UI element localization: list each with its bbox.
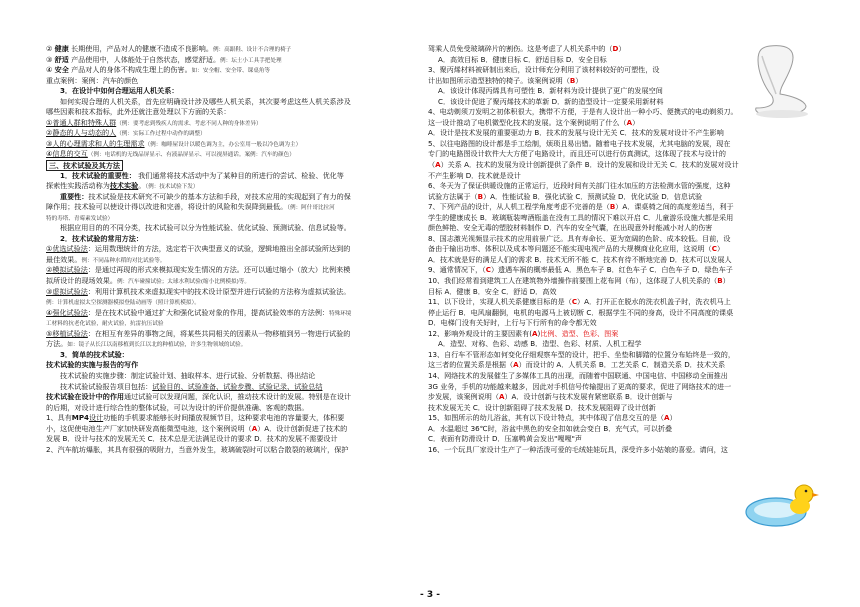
left-text-line (46, 350, 420, 361)
text-run: 停止运行 B．电风扇翻倒，电机的电源马上被切断 C．根据学生不同的身高，设计不同高度的课桌 (428, 307, 734, 317)
answer-letter: C (571, 297, 578, 307)
text-run: 拟所设计的现场效果。 (46, 276, 117, 286)
example-note: （例：技术试验下发） (145, 184, 199, 191)
underlined-term: ③人的心理需求和人的生理需求 (46, 138, 145, 148)
underlined-term: 设计 (89, 413, 104, 423)
text-run: 障作用；技术验可以使设计得以改进和完善，将设计的风险和失误降到最低。 (46, 202, 288, 212)
left-text-line (46, 107, 420, 118)
text-run: 15、如图所示的幼儿浴盆，其有以下设计特点，其中体现了信息交互的是（ (428, 413, 665, 423)
text-run: 5、以往电路图的设计都是手工绘制，烦琐且易出错。随着电子技术发展，尤其电脑的发展，现在 (428, 138, 731, 148)
bold-term: 安全 (54, 65, 69, 75)
text-run: 我们通常将技术活动中为了某种目的所进行的尝试、检验、优化等 (135, 170, 344, 180)
text-run: 11、以下设计，实现人机关系健康目标的是（ (428, 297, 572, 307)
text-run: 小，这促使电池生产厂家加快研发高能微型电池，这个案例说明（ (46, 423, 252, 433)
right-text-line (428, 223, 820, 234)
left-text-line (46, 413, 420, 424)
example-note: 特殊环境 (329, 310, 352, 317)
bold-term: 2．技术试验的常用方法： (60, 233, 143, 243)
left-text-line (46, 287, 420, 298)
answer-letter: A (626, 117, 633, 127)
right-text-line (428, 149, 820, 160)
item-number: ③ (46, 54, 55, 64)
left-text-line (46, 76, 420, 87)
item-number: ② (46, 44, 55, 53)
bold-term: 1．技术试验的重要性： (60, 170, 136, 180)
answer-letter: A (532, 328, 538, 338)
right-text-line (428, 445, 820, 456)
answer-letter: B (569, 75, 576, 85)
left-text-line (46, 382, 420, 393)
left-text-line (46, 160, 420, 171)
left-text-line (46, 265, 420, 276)
text-run: 驾乘人员免受玻璃碎片的割伤。这是考虑了人机关系中的（ (428, 44, 613, 53)
right-text-line (428, 297, 820, 308)
text-run: 1、具有 (46, 413, 72, 423)
right-text-line (428, 392, 820, 403)
bold-term: 健康 (54, 44, 69, 53)
text-run: 技术试验的实施步骤：制定试验计划、抽取样本、进行试验、分析数据、得出结论 (60, 370, 316, 380)
text-run: 3G 业务，手机的功能越来越多，因此对手机信号传输提出了更高的要求，促进了网络技术的进一 (428, 381, 732, 391)
right-text-line (428, 308, 820, 319)
text-run: ）遗遇车祸的概率最低 A．黑色车子 B．红色车子 C．白色车子 D．绿色车子 (490, 265, 733, 275)
right-text-line (428, 434, 820, 445)
left-text-line (46, 86, 420, 97)
example-note: 如：镜子从长江以南移植到长江以北的种植试验，许多生物领域的试验。 (67, 342, 247, 349)
example-note: （例：要考虑到残疾人的需求、考虑不同人种的身体差异） (116, 120, 262, 127)
left-text-line (46, 171, 420, 182)
right-text-line (428, 234, 820, 245)
text-run: A．高效目标 B．健康目标 C．舒适目标 D．安全目标 (438, 54, 607, 64)
underlined-term: ①优选试验法 (46, 244, 88, 254)
text-run: 方法。 (46, 339, 68, 349)
text-run: ）A．设计创新与技术发展有紧密联系 B．设计创新与 (504, 392, 673, 402)
text-run: C．表面有防滑设计 D．压塞鸭黄会发出"嘎嘎"声 (428, 434, 582, 444)
text-run: 2、汽车航坊爆胀，其具有很强的吸附力，当意外发生，玻璃破裂时可以粘合散裂的玻璃片，保护 (46, 444, 349, 454)
right-text-line (428, 329, 820, 340)
text-run: 6、冬天为了保证供暖设施的正常运行，近段时间有关部门往水加压的方法检测水管的强度，这种 (428, 181, 731, 191)
left-text-line (46, 339, 420, 350)
text-run: A．技术就是好的满足人们的需求 B．技术无所不能 C．技术有待不断地完善 D．技术可以发展人 (428, 254, 732, 264)
text-run: 这三者的位置关系是根据（ (428, 360, 514, 370)
left-text-line (46, 202, 420, 213)
text-run: ）A．课桌椅之间的高度差适当，利于 (615, 202, 734, 212)
left-text-line (46, 97, 420, 108)
underlined-term: 试验目的、试验准备、试验步骤、试验记录、试验总结 (152, 381, 323, 391)
left-text-line (46, 118, 420, 129)
text-run: 如何实现合理的人机关系，首先应明确设计涉及哪些人机关系，其次要考虑这些人机关系涉及 (60, 96, 351, 106)
text-run: A．水温超过 36℃时，浴盆中黑色的安全扣如就会变白 B．充气式，可以折叠 (428, 423, 673, 433)
left-text-line (46, 434, 420, 445)
right-text-line (428, 181, 820, 192)
left-text-line (46, 445, 420, 456)
text-run: 10、我们经常看到建筑工人在建筑物外墙操作前要围上花布网（布），这体现了人机关系的（ (428, 276, 718, 286)
text-run: 试验方法属于（ (428, 191, 478, 201)
underlined-term: ①普通人群和特殊人群 (46, 117, 117, 127)
text-run: 技术试验是技术研究不可缺少的基本方法和手段，对技术应用的实现起到了有力的保 (88, 191, 351, 201)
text-run: 计出如图所示造型独特的椅子。该案例说明（ (428, 75, 570, 85)
text-run: 8、国志激光视频显示技术的应用前景广泛。具有寿命长、更为宽阔的色阶、成本较低。目前，设 (428, 233, 731, 243)
right-text-line (428, 128, 820, 139)
left-text-line (46, 392, 420, 403)
left-text-line (46, 371, 420, 382)
left-text-line (46, 318, 420, 329)
left-text-line (46, 424, 420, 435)
text-run: 16、一个玩具厂家设计生产了一种活泼可爱的毛绒娃娃玩具，深受许多小姑娘的喜爱。请问，这 (428, 444, 728, 454)
example-note: （例：咖啡屋设计以暖色调为主，办公室用一般以冷色调为主） (144, 141, 302, 148)
text-run: C．该设计促进了聚丙烯技术的革新 D．新的造型设计一定要采用新材料 (438, 96, 664, 106)
answer-letter: C (711, 244, 717, 254)
example-note: 工材料的抗老化试验，耐火试验，抗雷抗压试验 (46, 321, 164, 328)
right-text-line (428, 371, 820, 382)
text-run: ）关系 A．技术的发展为设计创新提供了条件 B．设计的发展和设计无关 C．技术的发展对设计 (440, 160, 739, 170)
answer-letter: A (664, 413, 670, 423)
text-run: 技术发展无关 C．设计创新阻碍了技术发展 D．技术发展阻碍了设计创新 (428, 402, 656, 412)
text-run: 7、下列产品的设计，从人机工程学角度考虑不完善的是（ (428, 202, 610, 212)
left-text-line (46, 297, 420, 308)
bold-term: 技术试验在设计中的作用 (46, 392, 125, 402)
left-text-line (46, 128, 420, 139)
left-text-line (46, 329, 420, 340)
right-text-line (428, 413, 820, 424)
bold-term: MP4 (71, 413, 89, 423)
right-text-line (428, 139, 820, 150)
text-run: ：在相互有差异的事物之间，将某些共同相关的因素从一物移植到另一物进行试验的 (87, 328, 351, 338)
text-run: 学生的健康成长 B．玻璃瓶装啤酒瓶盖在没有工具的情况下难以开启 C．儿童游乐设施大都是采用 (428, 212, 734, 222)
bold-term: 舒适 (54, 54, 69, 64)
text-run: 9、通常情况下，（ (428, 265, 486, 275)
example-note: 例：坛土小工具手把处理 (220, 57, 282, 64)
text-run: ）而设计的 A．人机关系 B．工艺关系 C．制造关系 D．技术关系 (518, 360, 726, 370)
text-run: 要求电池的容量要大，体积要 (252, 413, 345, 423)
left-text-line (46, 403, 420, 414)
right-text-line (428, 403, 820, 414)
underlined-term: ②模拟试验法 (46, 265, 88, 275)
answer-letter: B (717, 276, 723, 286)
text-run: ：运用数理统计的方法，选定若干次典型意义的试验，逻辑地推出全部试验所达到的 (87, 244, 351, 254)
text-run: ） (722, 276, 730, 286)
text-run: A．造型、对称、色彩、动感 B．造型、色彩、材质、人机工程学 (438, 339, 642, 349)
text-run: 颜色鲜艳、安全无毒的塑胶材料制作 D．汽车的安全气囊，在出现意外时能减小对人的伤害 (428, 223, 713, 233)
underlined-term: ②静态的人与动态的人 (46, 128, 117, 138)
right-text-line (428, 160, 820, 171)
text-run: 。 (138, 181, 146, 191)
text-run: 技术试验试验报告项目包括： (60, 381, 153, 391)
answer-letter: A (435, 160, 441, 170)
panton-chair-image (740, 42, 818, 122)
left-text-line (46, 65, 420, 76)
left-text-line (46, 234, 420, 245)
right-text-line (428, 213, 820, 224)
underlined-term: ④信息的交互 (46, 149, 88, 159)
answer-letter: A (251, 423, 258, 433)
text-run: ） (669, 413, 677, 423)
bold-term: 技术试验的实施与报告的写作 (46, 360, 139, 370)
text-run: ：利用计算机技术来虚拟现实中的技术设计原型并进行试验的方法称为虚拟试验法。 (87, 286, 351, 296)
text-run: 这一设计推动了电机微型化技术的发展。这个案例说明了什么（ (428, 117, 627, 127)
section-heading: 三、技术试验及其方法 (46, 160, 123, 171)
text-run: 目标 A．健康 B．安全 C．舒适 D．高效 (428, 286, 557, 296)
right-text-line (428, 318, 820, 329)
text-run: 探索性实践活动称为 (46, 181, 110, 191)
underlined-term: ⑤移植试验法 (46, 328, 88, 338)
text-run: 4、电动剃须刀发明之初体积很大，携带不方便，于是有人设计出一种小巧、便携式的电动剃须刀。 (428, 107, 738, 117)
underlined-term: ④强化试验法 (46, 307, 88, 317)
right-text-line (428, 339, 820, 350)
text-run: ） (716, 244, 725, 254)
text-run: 发展 B．设计与技术的发展无关 C．技术总是无法满足设计的要求 D．技术的发展不需要设计 (46, 434, 338, 444)
example-note: 如：安全帽、安全带、课桌角等 (191, 68, 270, 75)
text-run: A．该设计体现丙烯具有可塑性 B．新材料为设计提供了更广的发展空间 (438, 86, 663, 96)
answer-letter: A (498, 392, 505, 402)
right-text-line (428, 424, 820, 435)
text-run: ：是通过再现的形式来模拟现实发生情况的方法。还可以通过缩小（放大）比例来模 (87, 265, 351, 275)
example-note: （例：电话机的无线品屏显示、有液晶屏显示、可以视屏通话。案例：汽车的颜色） (87, 152, 295, 159)
answer-letter: D (612, 44, 619, 53)
example-note: 特的寿塔、青霉素发试验） (46, 215, 114, 222)
left-text-line (46, 139, 420, 150)
right-text-line (428, 171, 820, 182)
text-run: ）A．打开正在脱水的洗衣机盖子时，洗衣机马上 (577, 297, 731, 307)
left-text-line (46, 244, 420, 255)
duck-bathtub-image (744, 480, 820, 532)
underlined-term: ③虚拟试验法 (46, 286, 88, 296)
right-text-line (428, 244, 820, 255)
right-text-line (428, 276, 820, 287)
left-text-line (46, 213, 420, 224)
answer-letter: B (609, 202, 616, 212)
answer-letter: C (485, 265, 491, 275)
left-column (46, 44, 420, 455)
example-note: （例：阿什哥比拉河 (287, 205, 335, 212)
left-text-line (46, 149, 420, 160)
example-note: 例：高跟鞋、设计不合理的椅子 (212, 47, 292, 53)
left-text-line (46, 360, 420, 371)
text-run: ） (618, 44, 626, 53)
left-text-line (46, 44, 420, 55)
text-run: ) (537, 328, 541, 338)
answer-letter: A (513, 360, 519, 370)
text-run: 哪些因素和技术指标，此外还就注意处理以下方面的关系： (46, 107, 231, 117)
text-run: （ (428, 160, 436, 170)
text-run: 根据应用目的的不同分类，技术试验可以分为性能试验、优化试验、预测试验、信息试验等。 (60, 223, 351, 233)
example-note: 例：汽车碰撞试验；太球水利试验(缩小比例模拟)等。 (116, 279, 250, 286)
right-text-line (428, 255, 820, 266)
right-text-line (428, 350, 820, 361)
text-run: 功能的手机要求能够长时间播放视频节目，这种 (103, 413, 253, 423)
right-text-line (428, 265, 820, 276)
text-run: 最佳效果。 (46, 254, 82, 264)
text-run: 专门的电路图设计软件大大方便了电路设计，而且还可以进行仿真测试，这体现了技术与设计的 (428, 149, 726, 159)
text-run: 产品对人的身体不构成生理上的伤害。 (68, 65, 192, 75)
right-text-line (428, 382, 820, 393)
right-text-line (428, 202, 820, 213)
text-run: 13、自行车不管形态如何变化仔细观察车型的设计，把手、坐垫和脚踏的位置分布始终是一致的， (428, 349, 735, 359)
text-run: 长期使用，产品对人的健康不造成不良影响。 (68, 44, 213, 53)
text-run: 的后期，对设计进行综合性的整体试验，可以为设计的评价提供准确、客观的数据。 (46, 402, 309, 412)
text-run: ：是在技术试验中通过扩大和强化试验对象的作用，提高试验效率的方法例： (87, 307, 330, 317)
item-number: ④ (46, 65, 55, 75)
left-text-line (46, 223, 420, 234)
text-run: D．电梯门没有关好时，上行与下行所有的命令都无效 (428, 318, 597, 328)
text-run: ） (632, 117, 640, 127)
left-text-line (46, 308, 420, 319)
right-text-line (428, 360, 820, 371)
left-text-line (46, 276, 420, 287)
text-run: A．设计是技术发展的重要驱动力 B．技术的发展与设计无关 C．技术的发展对设计不产生影响 (428, 128, 724, 138)
example-note: 例：不同品种水稻的对比试验等。 (81, 257, 166, 264)
text-run: 产品使用中，人体能处于自然状态，感觉舒适。 (68, 54, 221, 64)
text-run: 不产生影响 D．技术就是设计 (428, 170, 521, 180)
bold-term: 3．简单的技术试验： (60, 349, 129, 359)
left-text-line (46, 181, 420, 192)
text-run: 12、影响外观设计的主要因素有( (428, 328, 533, 338)
text-run: 步发展，该案例说明（ (428, 392, 499, 402)
example-note: （例：实际工作过程中动作的调整） (116, 131, 206, 138)
text-run: ）A．性能试验 B．强化试验 C．预测试验 D．优化试验 D．信息试验 (483, 191, 703, 201)
right-text-line (428, 287, 820, 298)
answer-letter: B (477, 191, 484, 201)
text-run: 14、网络技术的发展催生了多媒体工具的出现，而随着中国联通、中国电信、中国移动全面推出 (428, 370, 728, 380)
right-text-line (428, 192, 820, 203)
text-run: 备由于输出功率、体积以及成本等问题还不能实现电视产品的大规模商业化应用，这说明（ (428, 244, 712, 254)
text-run: 通过试验可以发现问题，深化认识，推动技术设计的发展。特别是在设计 (124, 392, 352, 402)
bold-term: 重要性： (60, 191, 89, 201)
text-run: ） (575, 75, 583, 85)
bold-term: 3．在设计中如何合理运用人机关系： (60, 86, 179, 96)
text-run: ）A．设计创新促进了技术的 (257, 423, 348, 433)
example-note: 例：计算机虚拟太空探测器模拟登陆动画等（照计算机模拟）。 (46, 300, 200, 307)
key-term: 技术实验 (109, 181, 139, 191)
left-text-line (46, 55, 420, 66)
highlighted-answer: 比例、造型、色彩、图案 (540, 328, 619, 338)
page-number: - 3 - (420, 590, 440, 600)
left-text-line (46, 192, 420, 203)
item-number: 重点案例： (46, 75, 82, 85)
text-run: 3、聚丙烯材料被研制出来后，设计师充分利用了该材料较好的可塑性，设 (428, 65, 660, 75)
left-text-line (46, 255, 420, 266)
text-run: 案例：汽车的颜色 (81, 75, 139, 85)
